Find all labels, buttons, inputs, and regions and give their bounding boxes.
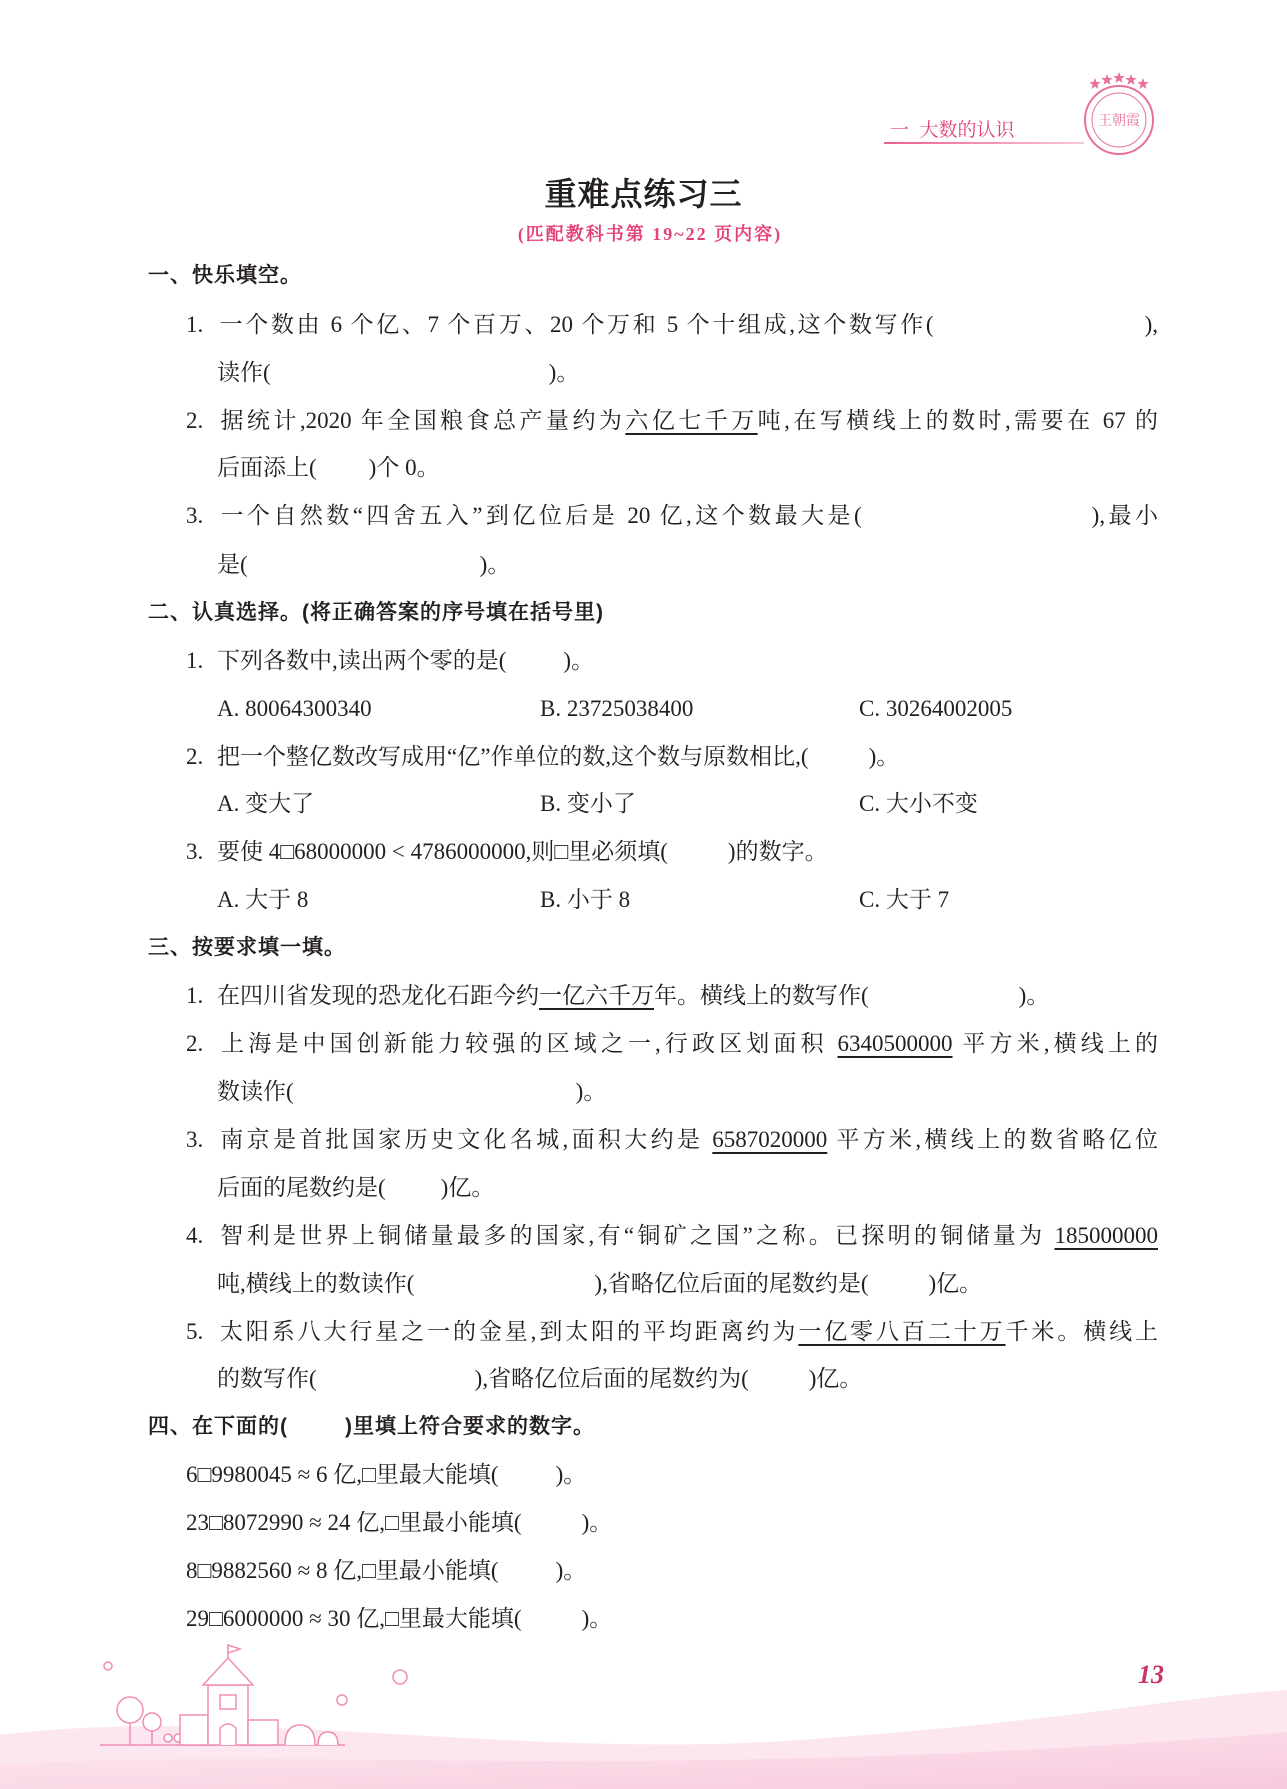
question-text: 平方米,横线上的 — [952, 1031, 1159, 1056]
s3-q5-line2 — [217, 1355, 1158, 1403]
question-text: 要使 4□68000000 < 4786000000,则□里必须填( — [217, 839, 668, 864]
underlined-number: 六亿七千万 — [625, 408, 758, 433]
s1-q1-line2 — [217, 349, 1158, 397]
option-a: A. 变大了 — [217, 791, 315, 816]
s2-q1 — [186, 637, 1158, 685]
underlined-number: 6587020000 — [712, 1127, 828, 1152]
tree-icon — [117, 1697, 143, 1723]
question-text: 29□6000000 ≈ 30 亿,□里最大能填( — [186, 1606, 522, 1631]
question-text: )亿。 — [928, 1271, 983, 1296]
question-text: 数读作( — [217, 1079, 294, 1104]
question-text: )的数字。 — [727, 839, 828, 864]
question-text: )。 — [1018, 983, 1050, 1008]
question-text: 太阳系八大行星之一的金星,到太阳的平均距离约为 — [217, 1319, 799, 1344]
s3-q2-line1 — [186, 1020, 1158, 1068]
s1-q1-line1 — [186, 301, 1158, 349]
footer-decoration — [0, 1640, 1287, 1789]
heading-text: )里填上符合要求的数字。 — [345, 1415, 595, 1438]
s1-q3-line1 — [186, 492, 1158, 540]
section-heading-4 — [148, 1403, 595, 1451]
s2-q1-options — [217, 685, 1158, 733]
question-number: 1. — [186, 312, 204, 337]
question-text: ), — [1144, 312, 1158, 337]
question-number: 2. — [186, 744, 204, 769]
s1-q2-line1 — [186, 397, 1158, 445]
answer-blank — [869, 1002, 1019, 1003]
question-text: )。 — [581, 1510, 613, 1535]
page-subtitle: (匹配教科书第 19~22 页内容) — [517, 224, 783, 244]
question-text: )。 — [555, 1558, 587, 1583]
question-text: 一个数由 6 个亿、7 个百万、20 个万和 5 个十组成,这个数写作( — [217, 312, 934, 337]
s4-item-4 — [186, 1595, 1158, 1643]
s4-item-2 — [186, 1499, 1158, 1547]
question-text: 千米。横线上 — [1005, 1319, 1159, 1344]
question-text: 6□9980045 ≈ 6 亿,□里最大能填( — [186, 1462, 499, 1487]
question-text: )个 0。 — [368, 455, 440, 480]
s2-q2 — [186, 733, 1158, 781]
s2-q3-options — [217, 876, 1158, 924]
s1-q3-line2 — [217, 541, 1158, 589]
question-text: 把一个整亿数改写成用“亿”作单位的数,这个数与原数相比,( — [217, 744, 809, 769]
question-text: 后面的尾数约是( — [217, 1175, 386, 1200]
underlined-number: 6340500000 — [837, 1031, 953, 1056]
section-heading-3: 三、按要求填一填。 — [148, 936, 346, 959]
star-icon — [1113, 72, 1124, 83]
question-text: ),省略亿位后面的尾数约为( — [474, 1366, 749, 1391]
castle-roof — [203, 1658, 253, 1685]
s2-q3 — [186, 828, 1158, 876]
question-text: 8□9882560 ≈ 8 亿,□里最小能填( — [186, 1558, 499, 1583]
underlined-number: 一亿六千万 — [539, 983, 654, 1008]
answer-blank — [869, 1290, 929, 1291]
question-text: 一个自然数“四舍五入”到亿位后是 20 亿,这个数最大是( — [217, 503, 862, 528]
answer-blank — [386, 1194, 441, 1195]
page-number: 13 — [1138, 1660, 1164, 1689]
answer-blank — [317, 1385, 475, 1386]
publisher-seal-icon — [1068, 62, 1172, 162]
section-heading-1: 一、快乐填空。 — [148, 264, 302, 287]
question-text: )。 — [868, 744, 900, 769]
question-text: 平方米,横线上的数省略亿位 — [827, 1127, 1159, 1152]
question-number: 2. — [186, 1031, 204, 1056]
swirl-doodle-icon — [104, 1662, 112, 1670]
castle-wing-left — [180, 1715, 208, 1745]
question-text: 是( — [217, 552, 248, 577]
answer-blank — [248, 571, 480, 572]
star-icon — [1101, 74, 1112, 85]
answer-blank — [506, 667, 563, 668]
question-text: 在四川省发现的恐龙化石距今约 — [217, 983, 539, 1008]
flag-icon — [228, 1645, 240, 1653]
answer-blank — [499, 1481, 556, 1482]
heading-blank — [288, 1432, 345, 1433]
question-text: 吨,在写横线上的数时,需要在 67 的 — [757, 408, 1159, 433]
answer-blank — [499, 1577, 556, 1578]
swirl-doodle-icon — [393, 1670, 407, 1684]
answer-blank — [809, 763, 869, 764]
s3-q2-line2 — [217, 1068, 1158, 1116]
question-text: 吨,横线上的数读作( — [217, 1271, 415, 1296]
option-b: B. 23725038400 — [540, 696, 694, 721]
question-text: )。 — [575, 1079, 607, 1104]
s3-q1 — [186, 972, 1158, 1020]
flower-icon — [164, 1734, 172, 1742]
question-number: 2. — [186, 408, 204, 433]
question-number: 3. — [186, 839, 204, 864]
option-b: B. 小于 8 — [540, 887, 631, 912]
question-text: )亿。 — [808, 1366, 863, 1391]
question-number: 4. — [186, 1223, 204, 1248]
s3-q4-line1 — [186, 1212, 1158, 1260]
answer-blank — [522, 1529, 582, 1530]
answer-blank — [522, 1625, 582, 1626]
arch-house-icon — [285, 1725, 315, 1745]
star-icon — [1125, 74, 1136, 85]
seal-text: 王朝霞 — [1098, 114, 1140, 129]
question-number: 5. — [186, 1319, 204, 1344]
s2-q2-options — [217, 780, 1158, 828]
castle-door — [220, 1724, 236, 1745]
answer-blank — [862, 522, 1092, 523]
question-text: 智利是世界上铜储量最多的国家,有“铜矿之国”之称。已探明的铜储量为 — [217, 1223, 1055, 1248]
answer-blank — [414, 1290, 594, 1291]
tree-icon — [143, 1713, 161, 1731]
question-text: 后面添上( — [217, 455, 317, 480]
question-text: ),最小 — [1091, 503, 1158, 528]
question-text: 读作( — [217, 360, 271, 385]
s1-q2-line2 — [217, 444, 1158, 492]
option-c: C. 30264002005 — [859, 696, 1013, 721]
star-icon — [1137, 78, 1148, 89]
question-text: )亿。 — [440, 1175, 495, 1200]
castle-wing-right — [248, 1720, 278, 1745]
answer-blank — [668, 858, 728, 859]
underlined-number: 185000000 — [1054, 1223, 1158, 1248]
option-a: A. 大于 8 — [217, 887, 309, 912]
answer-blank — [749, 1385, 809, 1386]
chapter-underline — [884, 142, 1084, 144]
option-b: B. 变小了 — [540, 791, 636, 816]
star-icon — [1089, 78, 1100, 89]
s4-item-3 — [186, 1547, 1158, 1595]
question-text: )。 — [548, 360, 580, 385]
question-text: 年。横线上的数写作( — [654, 983, 869, 1008]
s3-q3-line1 — [186, 1116, 1158, 1164]
question-text: 下列各数中,读出两个零的是( — [217, 648, 507, 673]
underlined-number: 一亿零八百二十万 — [798, 1319, 1006, 1344]
answer-blank — [934, 331, 1145, 332]
question-text: ),省略亿位后面的尾数约是( — [594, 1271, 869, 1296]
option-c: C. 大于 7 — [859, 887, 950, 912]
castle-window — [220, 1695, 236, 1709]
question-number: 3. — [186, 503, 204, 528]
s3-q4-line2 — [217, 1260, 1158, 1308]
question-text: )。 — [563, 648, 595, 673]
option-c: C. 大小不变 — [859, 791, 978, 816]
answer-blank — [317, 474, 369, 475]
question-text: 据统计,2020 年全国粮食总产量约为 — [217, 408, 626, 433]
question-number: 3. — [186, 1127, 204, 1152]
swirl-doodle-icon — [337, 1695, 347, 1705]
s3-q5-line1 — [186, 1308, 1158, 1356]
arch-house-icon — [318, 1732, 338, 1745]
question-text: 的数写作( — [217, 1366, 317, 1391]
chapter-label: 一 大数的认识 — [890, 120, 1015, 141]
s4-item-1 — [186, 1451, 1158, 1499]
question-number: 1. — [186, 648, 204, 673]
option-a: A. 80064300340 — [217, 696, 372, 721]
section-heading-2: 二、认真选择。(将正确答案的序号填在括号里) — [148, 601, 604, 624]
s3-q3-line2 — [217, 1164, 1158, 1212]
answer-blank — [271, 379, 549, 380]
question-text: 上海是中国创新能力较强的区域之一,行政区划面积 — [217, 1031, 838, 1056]
answer-blank — [294, 1098, 576, 1099]
question-text: )。 — [555, 1462, 587, 1487]
question-text: )。 — [581, 1606, 613, 1631]
question-text: 23□8072990 ≈ 24 亿,□里最小能填( — [186, 1510, 522, 1535]
heading-text: 四、在下面的( — [148, 1415, 288, 1438]
page-title: 重难点练习三 — [544, 176, 743, 212]
question-number: 1. — [186, 983, 204, 1008]
question-text: )。 — [479, 552, 511, 577]
question-text: 南京是首批国家历史文化名城,面积大约是 — [217, 1127, 713, 1152]
